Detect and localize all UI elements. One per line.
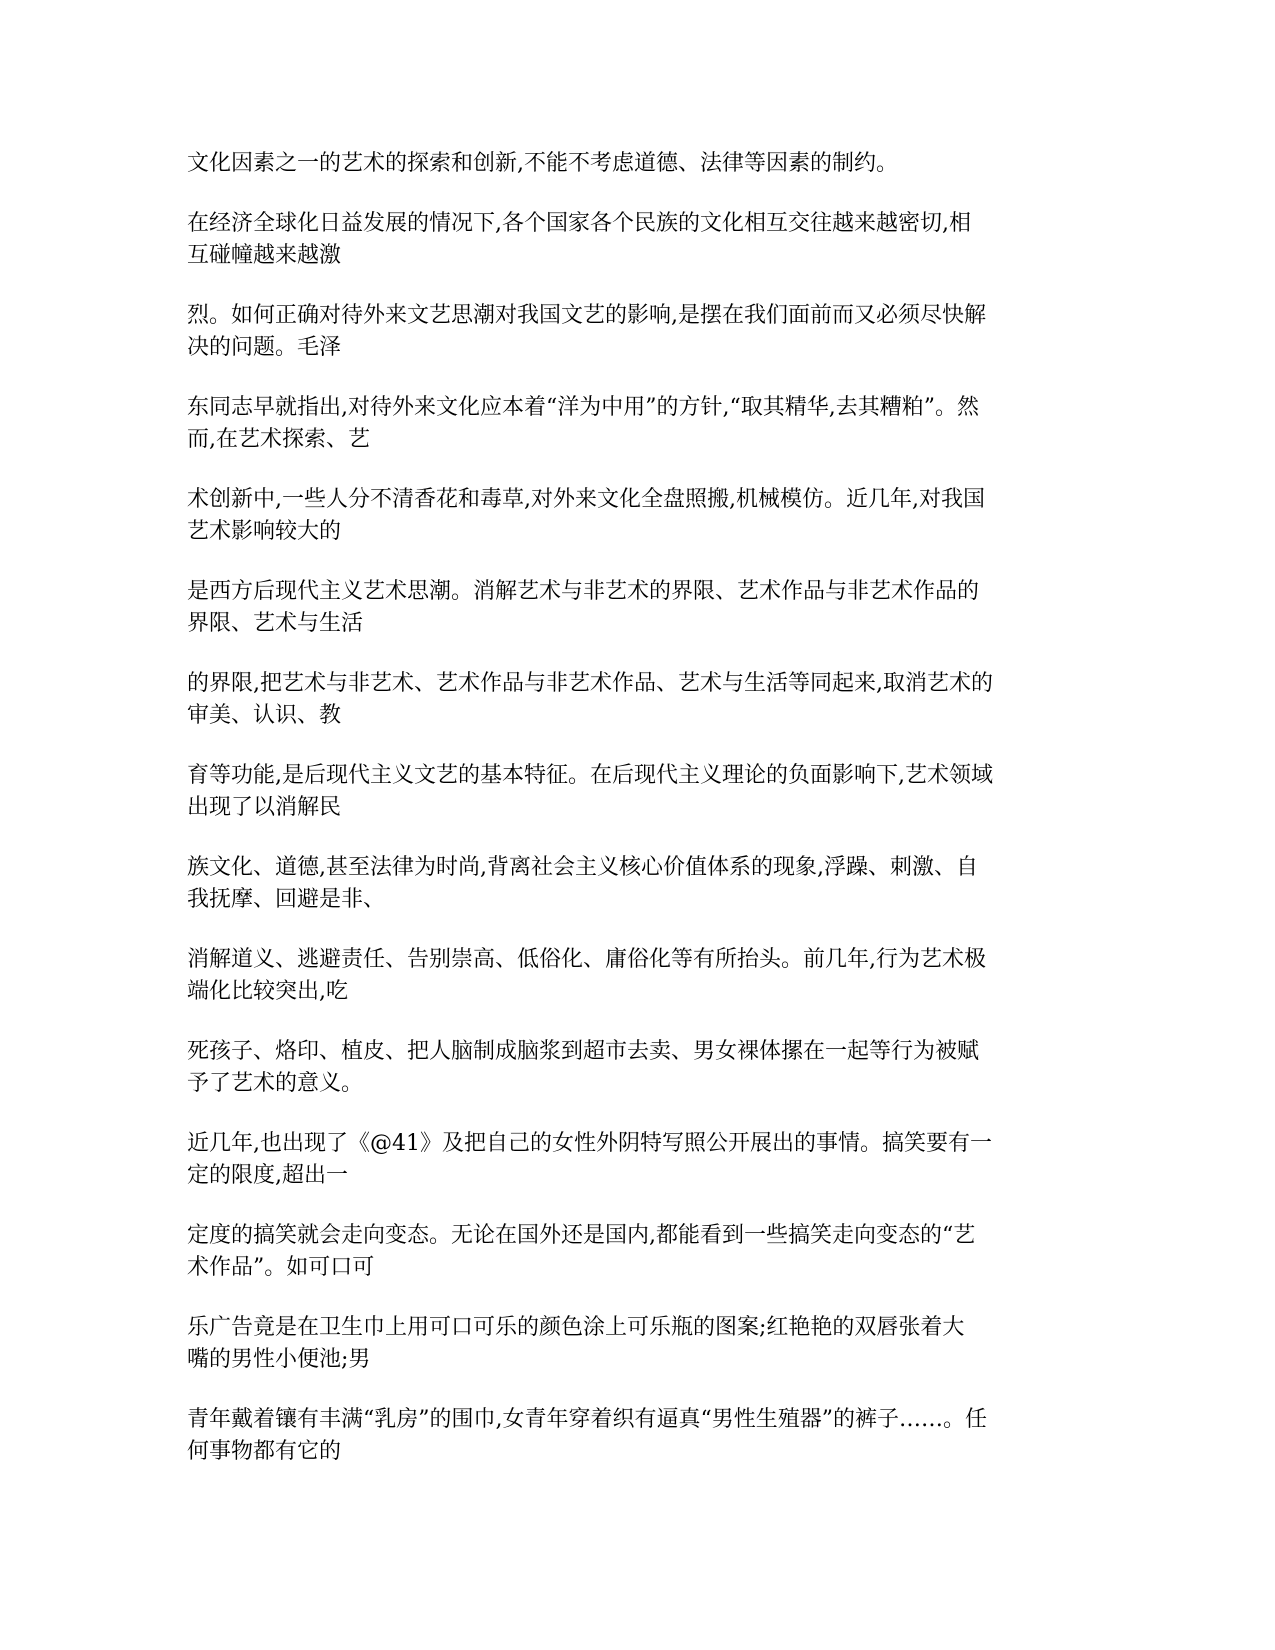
text-line: 的界限,把艺术与非艺术、艺术作品与非艺术作品、艺术与生活等同起来,取消艺术的 [187, 671, 993, 696]
text-line: 审美、认识、教 [187, 703, 342, 728]
text-line: 烈。如何正确对待外来文艺思潮对我国文艺的影响,是摆在我们面前而又必须尽快解 [187, 303, 986, 328]
text-line: 在经济全球化日益发展的情况下,各个国家各个民族的文化相互交往越来越密切,相 [187, 211, 971, 236]
paragraph [187, 1036, 1087, 1100]
paragraph [187, 208, 1087, 272]
text-line: 予了艺术的意义。 [187, 1071, 364, 1096]
text-line: 艺术影响较大的 [187, 519, 342, 544]
text-line: 青年戴着镶有丰满“乳房”的围巾,女青年穿着织有逼真“男性生殖器”的裤子……。任 [187, 1407, 987, 1432]
document-body [187, 148, 1087, 1496]
paragraph [187, 1404, 1087, 1468]
text-line: 文化因素之一的艺术的探索和创新,不能不考虑道德、法律等因素的制约。 [187, 151, 898, 176]
paragraph [187, 1220, 1087, 1284]
text-line: 定度的搞笑就会走向变态。无论在国外还是国内,都能看到一些搞笑走向变态的“艺 [187, 1223, 976, 1248]
paragraph [187, 668, 1087, 732]
text-line: 乐广告竟是在卫生巾上用可口可乐的颜色涂上可乐瓶的图案;红艳艳的双唇张着大 [187, 1315, 965, 1340]
text-line: 死孩子、烙印、植皮、把人脑制成脑浆到超市去卖、男女裸体摞在一起等行为被赋 [187, 1039, 980, 1064]
text-line: 出现了以消解民 [187, 795, 342, 820]
text-line: 决的问题。毛泽 [187, 335, 342, 360]
paragraph [187, 852, 1087, 916]
paragraph [187, 484, 1087, 548]
text-line: 东同志早就指出,对待外来文化应本着“洋为中用”的方针,“取其精华,去其糟粕”。然 [187, 395, 979, 420]
paragraph [187, 944, 1087, 1008]
text-line: 互碰幢越来越激 [187, 243, 342, 268]
text-line: 界限、艺术与生活 [187, 611, 364, 636]
text-line: 我抚摩、回避是非、 [187, 887, 386, 912]
paragraph [187, 760, 1087, 824]
text-line: 端化比较突出,吃 [187, 979, 348, 1004]
text-line: 族文化、道德,甚至法律为时尚,背离社会主义核心价值体系的现象,浮躁、刺激、自 [187, 855, 978, 880]
text-line: 而,在艺术探索、艺 [187, 427, 370, 452]
text-line: 育等功能,是后现代主义文艺的基本特征。在后现代主义理论的负面影响下,艺术领域 [187, 763, 993, 788]
text-line: 术作品”。如可口可 [187, 1255, 375, 1280]
text-line: 是西方后现代主义艺术思潮。消解艺术与非艺术的界限、艺术作品与非艺术作品的 [187, 579, 980, 604]
paragraph [187, 392, 1087, 456]
text-line: 定的限度,超出一 [187, 1163, 348, 1188]
paragraph [187, 300, 1087, 364]
text-line: 何事物都有它的 [187, 1439, 342, 1464]
text-line: 嘴的男性小便池;男 [187, 1347, 371, 1372]
paragraph [187, 576, 1087, 640]
paragraph [187, 1128, 1087, 1192]
paragraph [187, 1312, 1087, 1376]
paragraph [187, 148, 1087, 180]
text-line: 术创新中,一些人分不清香花和毒草,对外来文化全盘照搬,机械模仿。近几年,对我国 [187, 487, 985, 512]
text-line: 消解道义、逃避责任、告别崇高、低俗化、庸俗化等有所抬头。前几年,行为艺术极 [187, 947, 986, 972]
text-line: 近几年,也出现了《@41》及把自己的女性外阴特写照公开展出的事情。搞笑要有一 [187, 1131, 992, 1156]
